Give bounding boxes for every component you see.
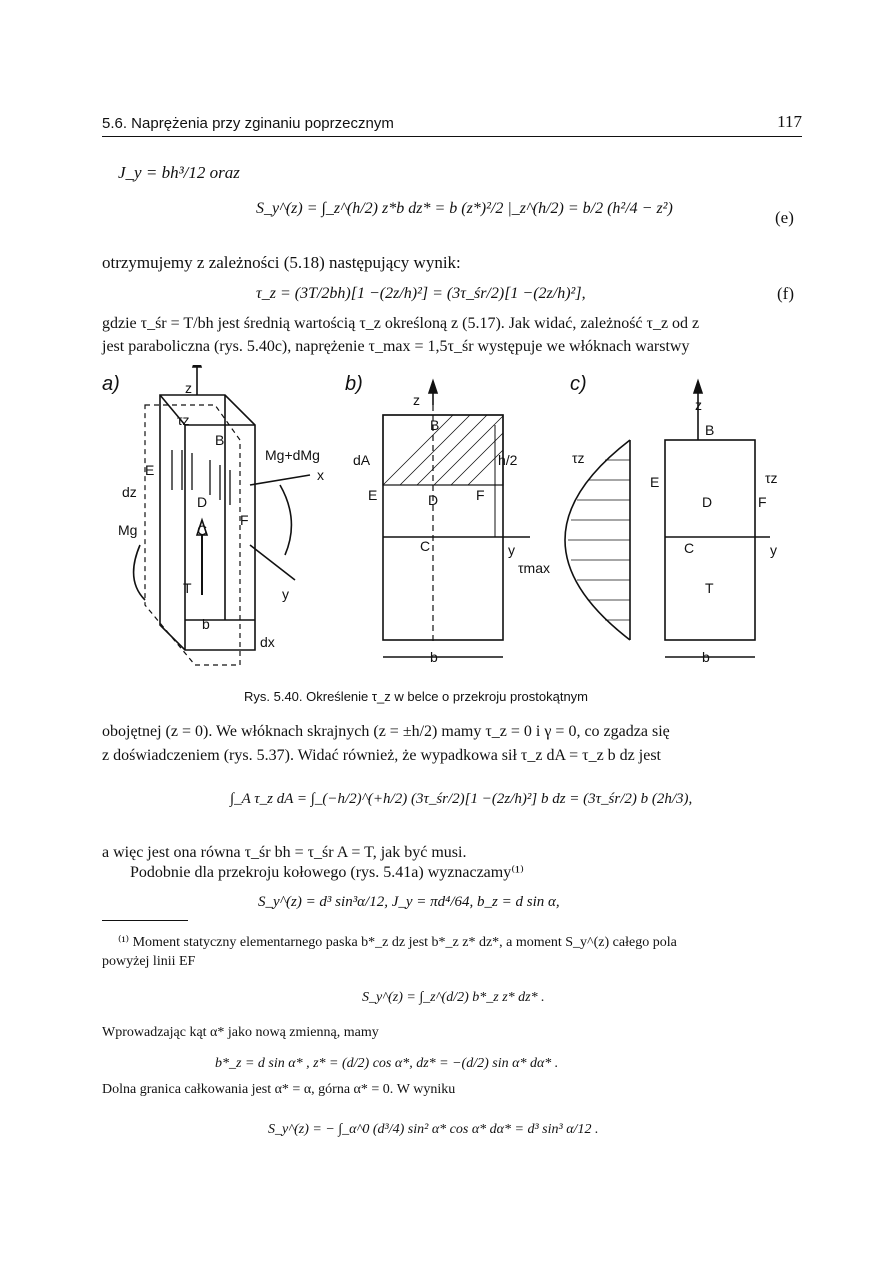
label-tz-c: τz xyxy=(765,470,778,486)
label-D-a: D xyxy=(197,494,208,510)
label-F-b: F xyxy=(476,487,485,503)
equation-circle: S_y^(z) = d³ sin³α/12, J_y = πd⁴/64, b_z = d sin α, xyxy=(258,894,560,910)
label-E-c: E xyxy=(650,474,660,490)
label-b-b: b xyxy=(430,649,438,665)
running-header xyxy=(102,106,802,137)
text-line: J_y = bh³/12 oraz xyxy=(118,163,240,182)
label-F-a: F xyxy=(240,512,249,528)
label-y-c: y xyxy=(770,542,777,558)
figure-5-40 xyxy=(100,365,800,685)
label-tau-a: τz xyxy=(177,412,190,428)
paragraph-line: gdzie τ_śr = T/bh jest średnią wartością τ_z określoną z (5.17). Jak widać, zależność τ_z od z xyxy=(102,315,700,332)
panel-label-b: b) xyxy=(345,373,363,395)
label-E-b: E xyxy=(368,487,378,503)
text-line: a więc jest ona równa τ_śr bh = τ_śr A = T, jak być musi. xyxy=(102,844,467,861)
section-title: 5.6. Naprężenia przy zginaniu poprzecznym xyxy=(102,115,394,132)
equation-label-e: (e) xyxy=(775,208,794,227)
label-dz-a: dz xyxy=(122,484,137,500)
label-x-a: x xyxy=(317,467,324,483)
panel-label-a: a) xyxy=(102,373,120,395)
label-F-c: F xyxy=(758,494,767,510)
footnote-line: Wprowadzając kąt α* jako nową zmienną, mamy xyxy=(102,1025,379,1040)
equation-label-f: (f) xyxy=(777,284,794,303)
label-E-a: E xyxy=(145,462,155,478)
footnote-equation: S_y^(z) = ∫_z^(d/2) b*_z z* dz* . xyxy=(362,990,545,1005)
label-tauz-c: τz xyxy=(572,450,585,466)
equation-e: S_y^(z) = ∫_z^(h/2) z*b dz* = b (z*)²/2 |_z^(h/2) = b/2 (h²/4 − z²) xyxy=(256,200,673,217)
label-D-b: D xyxy=(428,492,439,508)
page-number: 117 xyxy=(777,112,802,131)
label-h2-b: h/2 xyxy=(498,452,518,468)
label-taumax-c: τmax xyxy=(518,560,550,576)
label-T-c: T xyxy=(705,580,714,596)
label-dA-b: dA xyxy=(353,452,371,468)
footnote-line: ⁽¹⁾ Moment statyczny elementarnego paska b*_z dz jest b*_z z* dz*, a moment S_y^(z) całego pola xyxy=(118,935,677,950)
label-B-a: B xyxy=(215,432,225,448)
label-C-c: C xyxy=(684,540,695,556)
text-line: otrzymujemy z zależności (5.18) następujący wynik: xyxy=(102,253,461,272)
equation-integral: ∫_A τ_z dA = ∫_(−h/2)^(+h/2) (3τ_śr/2)[1 −(2z/h)²] b dz = (3τ_śr/2) b (2h/3), xyxy=(230,791,693,807)
label-y-b: y xyxy=(508,542,515,558)
label-z-a: z xyxy=(185,380,192,396)
label-C-a: C xyxy=(197,522,208,538)
footnote-rule xyxy=(102,920,188,921)
paragraph-line: obojętnej (z = 0). We włóknach skrajnych (z = ±h/2) mamy τ_z = 0 i γ = 0, co zgadza się xyxy=(102,723,670,740)
label-z-b: z xyxy=(413,392,420,408)
label-Mg-a: Mg xyxy=(118,522,138,538)
label-dx-a: dx xyxy=(260,634,275,650)
label-B-b: B xyxy=(430,417,440,433)
footnote-line: Dolna granica całkowania jest α* = α, górna α* = 0. W wyniku xyxy=(102,1082,456,1097)
paragraph-line: z doświadczeniem (rys. 5.37). Widać również, że wypadkowa sił τ_z dA = τ_z b dz jest xyxy=(102,747,661,764)
footnote-line: powyżej linii EF xyxy=(102,954,196,969)
footnote-equation: S_y^(z) = − ∫_α^0 (d³/4) sin² α* cos α* dα* = d³ sin³ α/12 . xyxy=(268,1122,599,1137)
equation-f: τ_z = (3T/2bh)[1 −(2z/h)²] = (3τ_śr/2)[1 −(2z/h)²], xyxy=(256,285,586,302)
paragraph-line: jest paraboliczna (rys. 5.40c), naprężenie τ_max = 1,5τ_śr występuje we włóknach warstwy xyxy=(102,338,690,355)
label-D-c: D xyxy=(702,494,713,510)
label-b-a: b xyxy=(202,616,210,632)
label-T-a: T xyxy=(183,580,192,596)
label-z-c: z xyxy=(695,397,702,413)
text-line: Podobnie dla przekroju kołowego (rys. 5.41a) wyznaczamy⁽¹⁾ xyxy=(130,864,524,881)
label-b-c: b xyxy=(702,649,710,665)
figure-caption: Rys. 5.40. Określenie τ_z w belce o przekroju prostokątnym xyxy=(244,689,589,704)
label-C-b: C xyxy=(420,538,431,554)
footnote-equation: b*_z = d sin α* , z* = (d/2) cos α*, dz* = −(d/2) sin α* dα* . xyxy=(215,1056,559,1071)
label-y-a: y xyxy=(282,586,289,602)
label-Mg-dMg-a: Mg+dMg xyxy=(265,447,320,463)
panel-label-c: c) xyxy=(570,373,587,395)
label-B-c: B xyxy=(705,422,715,438)
